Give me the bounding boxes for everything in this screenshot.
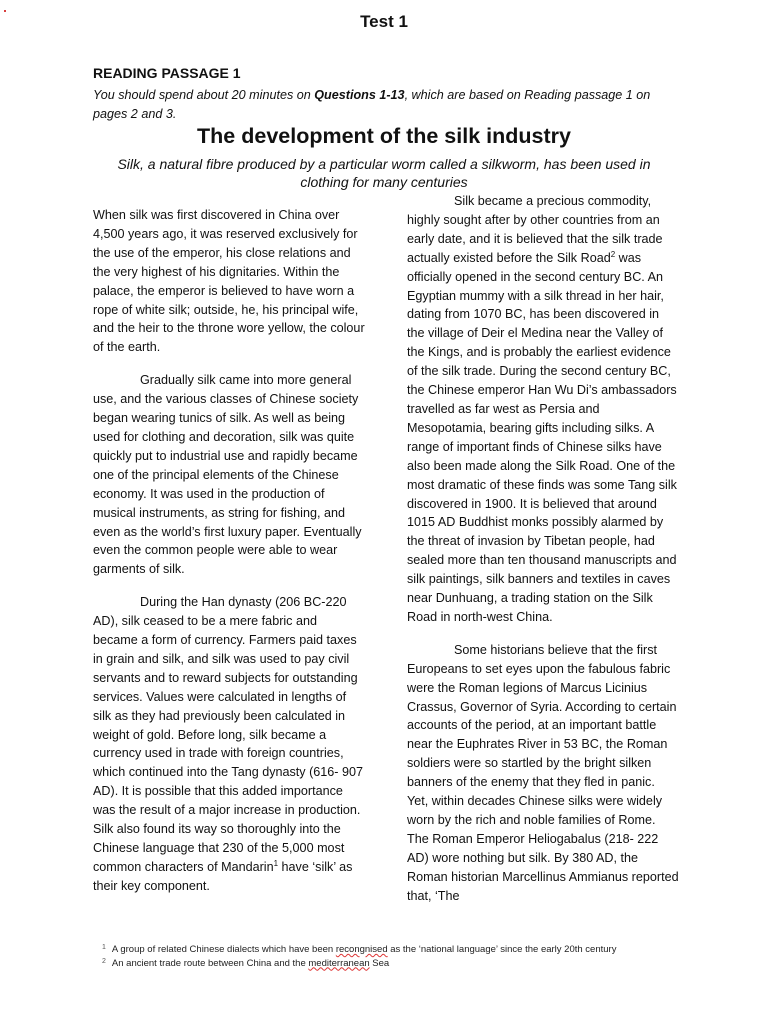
footnote-ref-1: 1 <box>273 858 279 868</box>
footnote-1-text-a: A group of related Chinese dialects which have been <box>111 944 336 955</box>
left-paragraph-2: Gradually silk came into more general use, and the various classes of Chinese society began wearing tunics of silk. As well as being used for clothing and decoration, silk was quite quickly put to industrial use and rapidly became one of the principal elements of the Chinese economy. It was used in the production of musical instruments, as string for fishing, and even as the world’s first luxury paper. Eventually even the common people were able to wear garments of silk. <box>93 373 362 577</box>
left-paragraph-1: When silk was first discovered in China over 4,500 years ago, it was reserved exclusively for the use of the emperor, his close relations and the very highest of his dignitaries. Within the palace, the emperor is believed to have worn a rope of white silk; outside, he, his principal wife, and the heir to the throne wore yellow, the colour of the earth. <box>93 208 365 355</box>
passage-heading: READING PASSAGE 1 <box>93 65 241 81</box>
instructions-post: , which are based on Reading passage 1 on pages 2 and 3. <box>93 88 651 121</box>
footnote-ref-2: 2 <box>610 249 616 259</box>
article-title: The development of the silk industry <box>197 124 571 148</box>
footnote-1-text-b: as the ‘national language’ since the early 20th century <box>387 944 617 955</box>
right-paragraph-2: Some historians believe that the first Europeans to set eyes upon the fabulous fabric were the Roman legions of Marcus Licinius Crassus, Governor of Syria. According to certain accounts of the period, at an important battle near the Euphrates River in 53 BC, the Roman soldiers were so startled by the bright silken banners of the enemy that they fled in panic. Yet, within decades Chinese silks were widely worn by the rich and noble families of Rome. The Roman Emperor Heliogabalus (218- 222 AD) wore nothing but silk. By 380 AD, the Roman historian Marcellinus Ammianus reported that, ‘The <box>407 642 679 903</box>
footnote-2-misspelled: mediterranean <box>308 957 370 969</box>
footnote-2 <box>102 956 642 970</box>
instructions-questions: Questions 1-13 <box>314 88 405 102</box>
footnote-2-mark: 2 <box>102 957 106 965</box>
footnote-2-text-b: Sea <box>369 957 390 969</box>
left-column <box>93 206 365 896</box>
passage-instructions <box>93 86 673 124</box>
right-column <box>407 192 679 906</box>
right-paragraph-1-a: Silk became a precious commodity, highly sought after by other countries from an early date, and it is believed that the silk trade actually existed before the Silk Road <box>407 194 663 265</box>
footnote-1-mark: 1 <box>102 944 106 951</box>
page-title: Test 1 <box>360 12 408 31</box>
right-paragraph-1-b: was officially opened in the second century BC. An Egyptian mummy with a silk thread in her hair, dating from 1070 BC, has been discovered in the village of Deir el Medina near the Valley of the Kings, and is probably the earliest evidence of the silk trade. During the second century BC, the Chinese emperor Han Wu Di’s ambassadors travelled as far west as Persia and Mesopotamia, bearing gifts including silks. A range of important finds of Chinese silks have also been made along the Silk Road. One of the most dramatic of these finds was some Tang silk discovered in 1900. It is believed that around 1015 AD Buddhist monks possibly alarmed by the threat of invasion by Tibetan people, had sealed more than ten thousand manuscripts and silk paintings, silk banners and textiles in caves near Dunhuang, a trading station on the Silk Road in north-west China. <box>407 250 677 624</box>
article-subtitle: Silk, a natural fibre produced by a particular worm called a silkworm, has been used in clothing for many centuries <box>117 156 651 190</box>
left-paragraph-3-end: have ‘silk’ as their key component. <box>93 859 353 893</box>
left-paragraph-3-text: During the Han dynasty (206 BC-220 AD), silk ceased to be a mere fabric and became a form of currency. Farmers paid taxes in grain and silk, and silk was used to pay civil servants and to reward subjects for outstanding services. Values were calculated in lengths of silk as they had previously been calculated in weight of gold. Before long, silk became a currency used in trade with foreign countries, which continued into the Tang dynasty (616- 907 AD). It is possible that this added importance was the result of a major increase in production. Silk also found its way so thoroughly into the Chinese language that 230 of the 5,000 most common characters of Mandarin <box>93 595 364 874</box>
left-paragraph-3 <box>93 593 365 896</box>
instructions-pre: You should spend about 20 minutes on <box>93 88 315 102</box>
footnotes <box>102 942 642 969</box>
right-paragraph-1 <box>407 192 679 627</box>
footnote-2-text-a: An ancient trade route between China and the <box>111 957 309 969</box>
footnote-1-misspelled: recongnised <box>335 944 388 955</box>
footnote-1 <box>102 942 642 956</box>
